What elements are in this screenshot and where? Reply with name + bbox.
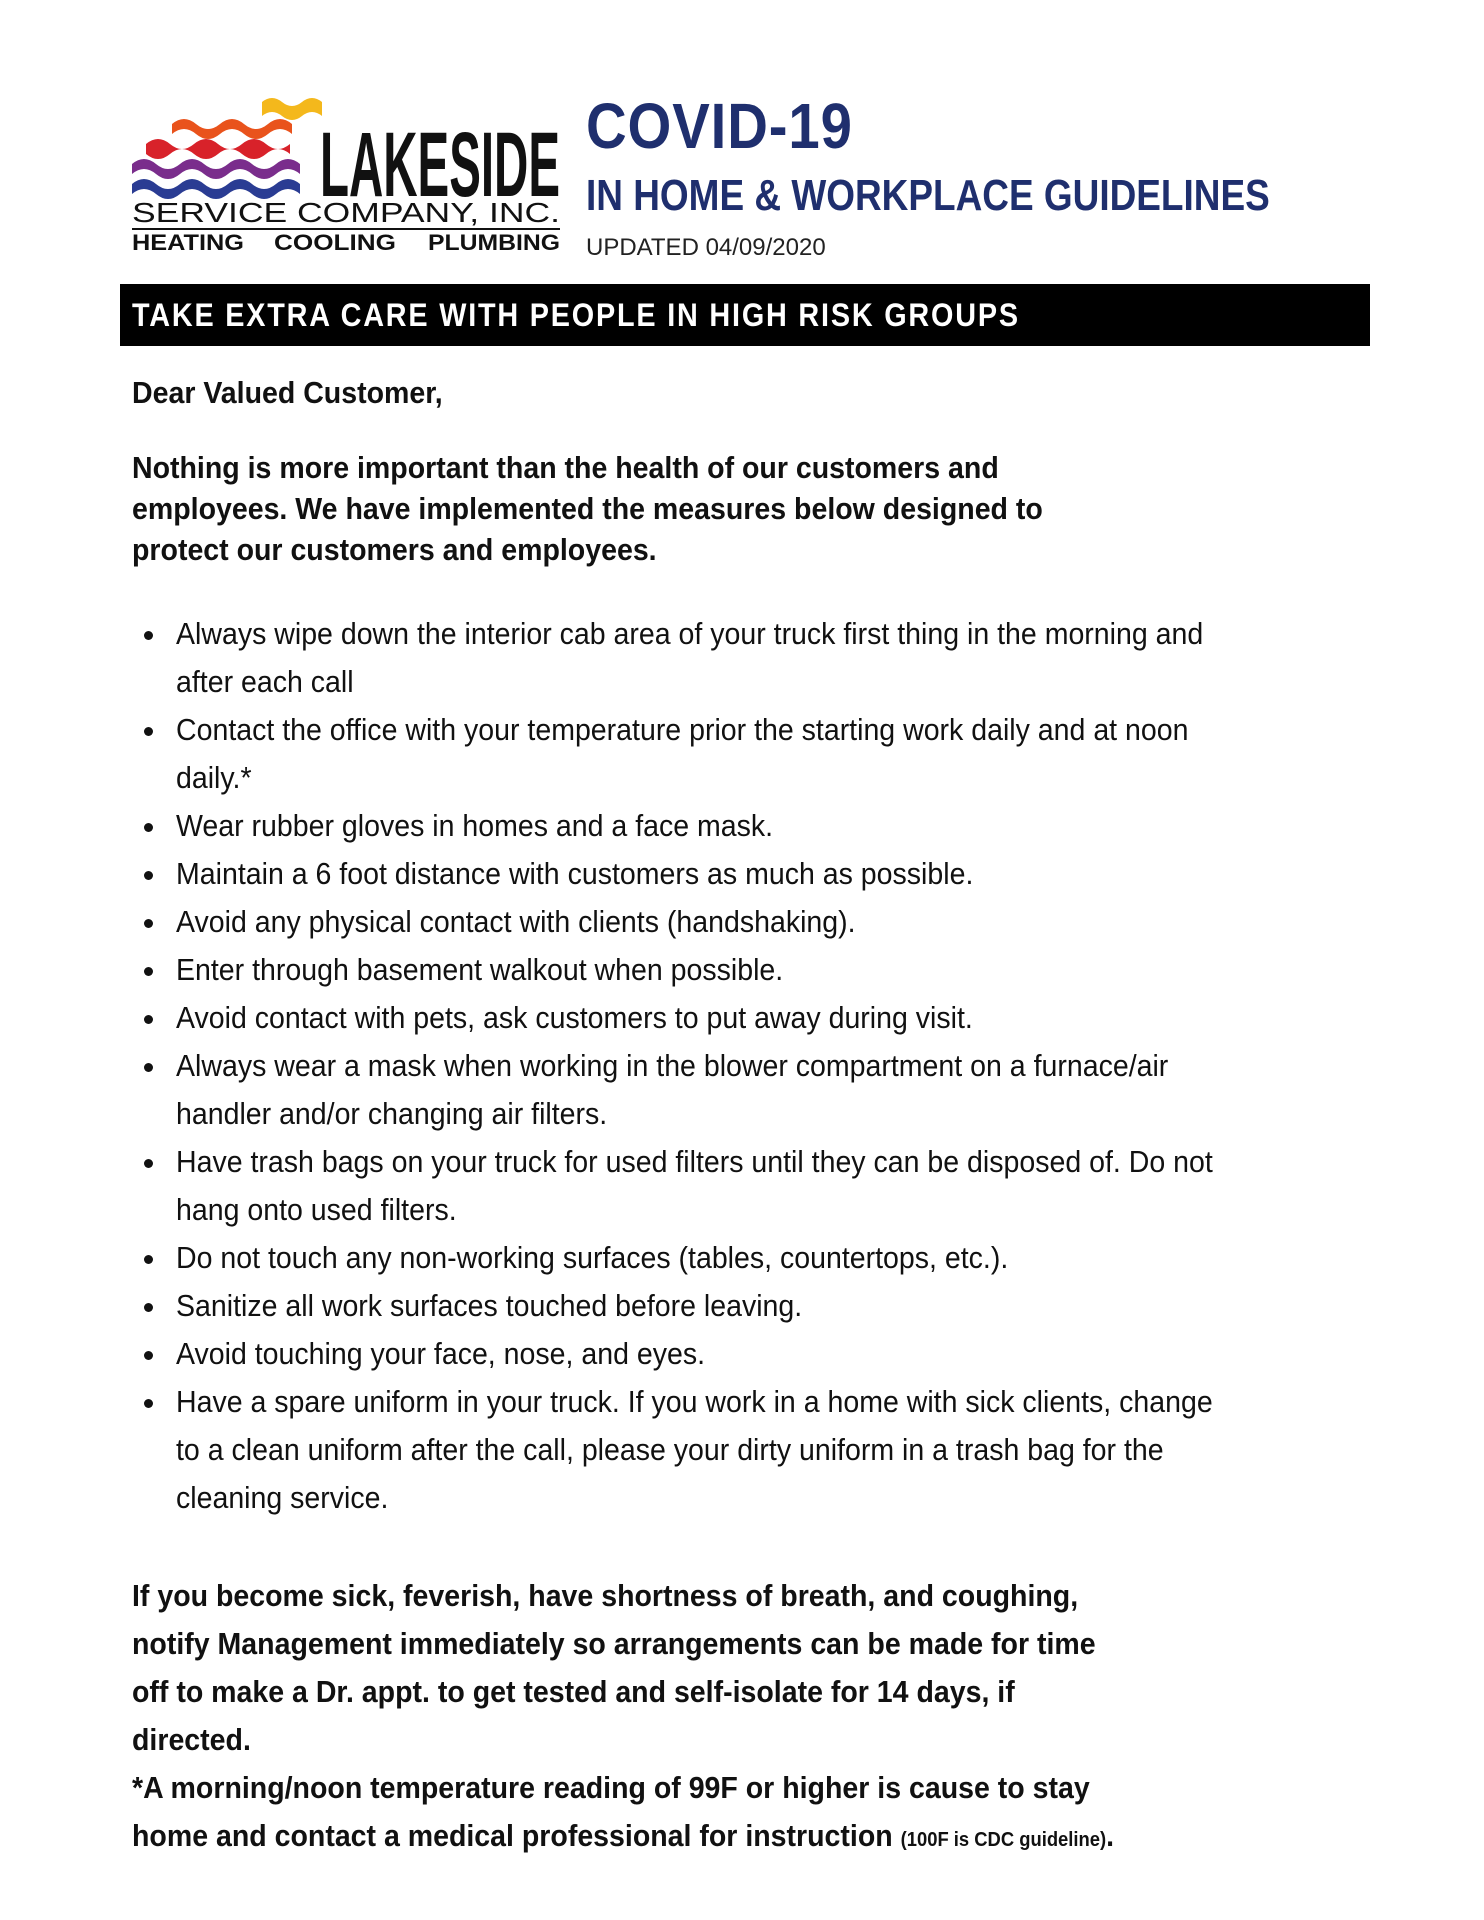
list-item bbox=[132, 1234, 1362, 1282]
list-item bbox=[132, 1042, 1362, 1138]
list-item bbox=[132, 1282, 1362, 1330]
logo-service-cooling: COOLING bbox=[274, 230, 396, 255]
list-item-text: Enter through basement walkout when possible. bbox=[176, 952, 784, 987]
list-item bbox=[132, 802, 1362, 850]
list-item-text: Avoid any physical contact with clients (handshaking). bbox=[176, 904, 856, 939]
logo-wave-orange bbox=[172, 119, 292, 139]
list-item bbox=[132, 946, 1362, 994]
logo-wave-blue bbox=[132, 179, 300, 199]
list-item-text: Wear rubber gloves in homes and a face mask. bbox=[176, 808, 774, 843]
high-risk-banner bbox=[120, 284, 1370, 346]
list-item bbox=[132, 898, 1362, 946]
updated-date: UPDATED 04/09/2020 bbox=[586, 234, 826, 261]
document-header bbox=[586, 90, 1400, 262]
list-item bbox=[132, 994, 1362, 1042]
list-item-text: Sanitize all work surfaces touched before leaving. bbox=[176, 1288, 803, 1323]
temperature-notice bbox=[132, 1764, 1126, 1864]
list-item bbox=[132, 1330, 1362, 1378]
closing-notices bbox=[132, 1572, 1126, 1864]
list-item-text: Always wipe down the interior cab area of your truck first thing in the morning and after each call bbox=[176, 616, 1204, 699]
list-item-text: Avoid touching your face, nose, and eyes. bbox=[176, 1336, 706, 1371]
list-item bbox=[132, 1378, 1362, 1522]
list-item bbox=[132, 1138, 1362, 1234]
logo-company-name: SERVICE COMPANY, INC. bbox=[132, 197, 560, 228]
logo-service-plumbing: PLUMBING bbox=[428, 230, 560, 255]
sick-notice: If you become sick, feverish, have shortness of breath, and coughing, notify Management immediately so arrangements can be made for time off to make a Dr. appt. to get tested and self-isolate for 14 days, if directed. bbox=[132, 1578, 1096, 1757]
measures-list bbox=[132, 610, 1362, 1522]
temperature-notice-text: *A morning/noon temperature reading of 99F or higher is cause to stay home and contact a medical professional for instruction bbox=[132, 1770, 1090, 1853]
letter-body bbox=[132, 372, 1362, 1864]
list-item bbox=[132, 706, 1362, 802]
temperature-notice-end: . bbox=[1106, 1818, 1115, 1853]
list-item-text: Maintain a 6 foot distance with customers as much as possible. bbox=[176, 856, 974, 891]
document-title: COVID-19 bbox=[586, 90, 853, 162]
list-item-text: Always wear a mask when working in the blower compartment on a furnace/air handler and/or changing air filters. bbox=[176, 1048, 1169, 1131]
list-item-text: Have a spare uniform in your truck. If you work in a home with sick clients, change to a clean uniform after the call, please your dirty uniform in a trash bag for the cleaning service. bbox=[176, 1384, 1213, 1515]
logo-wordmark: LAKESIDE bbox=[320, 114, 560, 216]
list-item-text: Have trash bags on your truck for used filters until they can be disposed of. Do not hang onto used filters. bbox=[176, 1144, 1213, 1227]
logo-wave-red bbox=[146, 139, 290, 159]
logo-wave-yellow bbox=[262, 98, 322, 120]
logo-wave-purple bbox=[132, 159, 300, 179]
greeting: Dear Valued Customer, bbox=[132, 375, 443, 410]
document-subtitle: IN HOME & WORKPLACE GUIDELINES bbox=[586, 171, 1270, 220]
banner-text: TAKE EXTRA CARE WITH PEOPLE IN HIGH RISK GROUPS bbox=[132, 296, 1020, 333]
lakeside-logo-graphic bbox=[132, 88, 562, 258]
list-item bbox=[132, 610, 1362, 706]
list-item-text: Avoid contact with pets, ask customers to put away during visit. bbox=[176, 1000, 973, 1035]
list-item bbox=[132, 850, 1362, 898]
list-item-text: Contact the office with your temperature prior the starting work daily and at noon daily.* bbox=[176, 712, 1189, 795]
logo-service-heating: HEATING bbox=[132, 230, 244, 255]
list-item-text: Do not touch any non-working surfaces (tables, countertops, etc.). bbox=[176, 1240, 1009, 1275]
cdc-guideline-note: (100F is CDC guideline) bbox=[900, 1829, 1107, 1851]
company-logo bbox=[132, 88, 562, 258]
intro-paragraph: Nothing is more important than the health of our customers and employees. We have implemented the measures below designed to protect our customers and employees. bbox=[132, 450, 1043, 567]
